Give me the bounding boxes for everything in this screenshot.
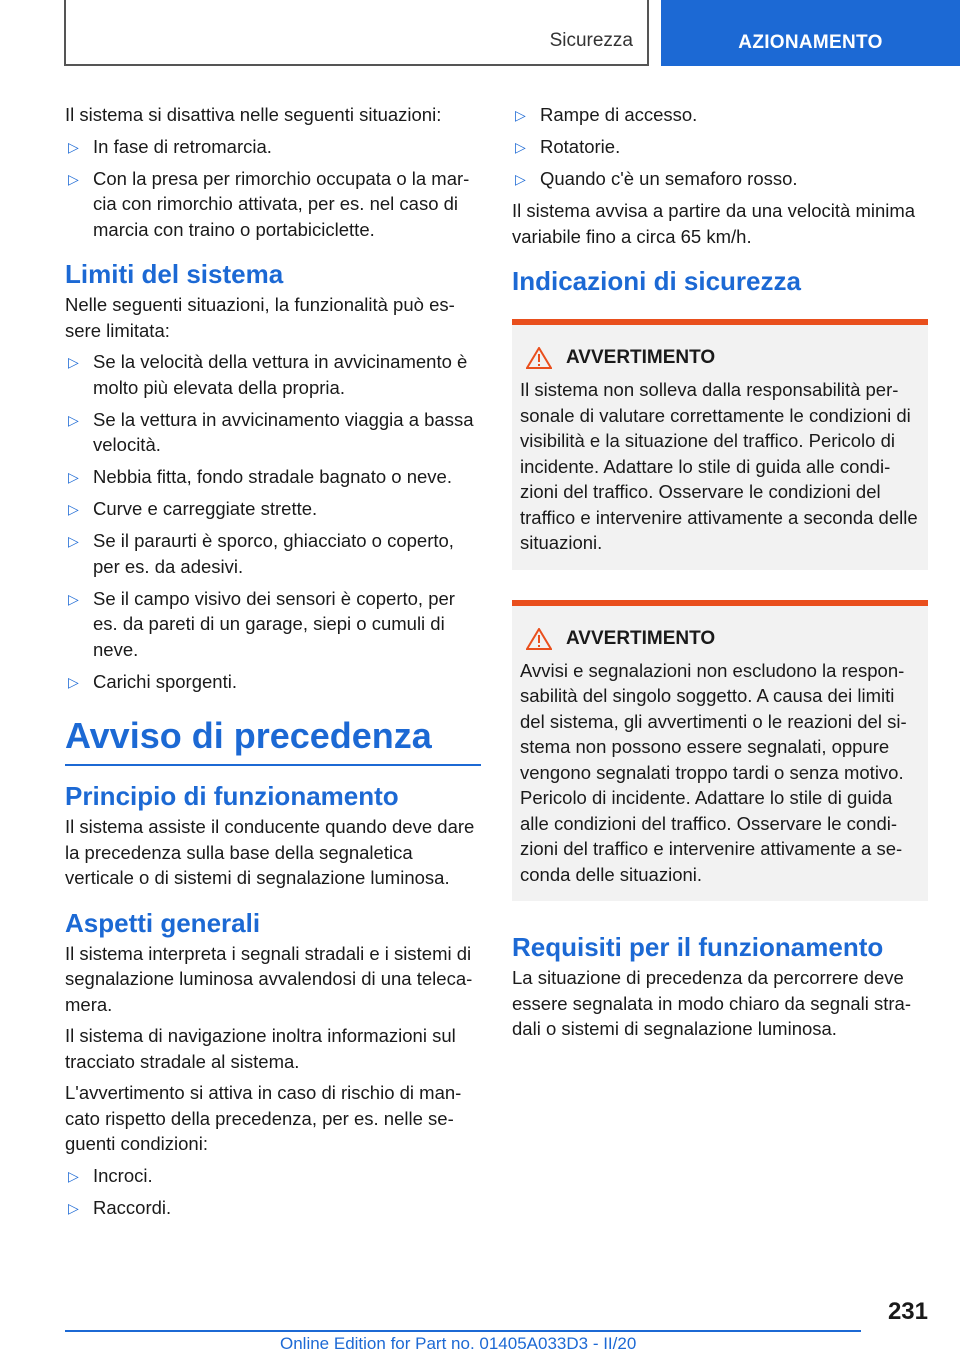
requirements-text: La situazione di precedenza da percorrere deve essere segnalata in modo chiaro da segnali stra-dali o sistemi di segnalazione luminosa. xyxy=(512,967,912,1039)
right-column xyxy=(512,102,928,1048)
list-item: ▷ Se il paraurti è sporco, ghiacciato o coperto, per es. da adesivi. xyxy=(68,530,454,577)
limits-list xyxy=(65,349,481,694)
intro-text: Il sistema si disattiva nelle seguenti situazioni: xyxy=(65,104,442,125)
list-item: ▷ Carichi sporgenti. xyxy=(65,669,481,695)
warning-text: Il sistema non solleva dalla responsabilità per-sonale di valutare correttamente le condizioni di visibilità e la situazione del traffico. Pericolo di incidente. Adattare lo stile di guida alle condi-zioni del traffico. Osservare le condizioni del traffico e intervenire attivamente a seconda delle situazioni. xyxy=(520,379,918,553)
triangle-bullet-icon: ▷ xyxy=(68,170,79,187)
triangle-bullet-icon: ▷ xyxy=(68,354,79,370)
triangle-bullet-icon: ▷ xyxy=(515,107,526,123)
triangle-bullet-icon: ▷ xyxy=(68,138,79,155)
general-text-2: Il sistema di navigazione inoltra informazioni sul tracciato stradale al sistema. xyxy=(65,1025,456,1072)
safety-heading: Indicazioni di sicurezza xyxy=(512,266,801,296)
list-item: ▷ Curve e carreggiate strette. xyxy=(65,496,481,522)
triangle-bullet-icon: ▷ xyxy=(68,1199,79,1216)
triangle-bullet-icon: ▷ xyxy=(68,533,79,549)
list-item: ▷ Se la vettura in avvicinamento viaggia a bassa velocità. xyxy=(68,408,474,455)
list-item: ▷ Rotatorie. xyxy=(512,134,928,160)
list-item: ▷ Se il campo visivo dei sensori è coperto, per es. da pareti di un garage, siepi o cumuli di neve. xyxy=(68,587,455,660)
principle-text: Il sistema assiste il conducente quando deve dare la precedenza sulla base della segnaletica verticale o di sistemi di segnalazione luminosa. xyxy=(65,816,475,888)
warning-title: AVVERTIMENTO xyxy=(520,628,920,650)
triangle-bullet-icon: ▷ xyxy=(68,469,79,485)
general-text-1: Il sistema interpreta i segnali stradali e i sistemi di segnalazione luminosa avvalendosi di una teleca-mera. xyxy=(65,942,473,1015)
list-item: ▷ Se la velocità della vettura in avvicinamento è molto più elevata della propria. xyxy=(68,351,468,398)
warning-title: AVVERTIMENTO xyxy=(520,347,920,369)
intro-list xyxy=(65,134,481,243)
list-item: ▷ Con la presa per rimorchio occupata o la mar-cia con rimorchio attivata, per es. nel caso di marcia con traino o portabiciclette. xyxy=(68,167,470,240)
list-item: ▷ Rampe di accesso. xyxy=(512,102,928,128)
list-item: ▷ In fase di retromarcia. xyxy=(65,134,481,160)
limits-heading: Limiti del sistema xyxy=(65,259,284,289)
general-text-3: L'avvertimento si attiva in caso di rischio di man-cato rispetto della precedenza, per es. nelle se-guenti condizioni: xyxy=(65,1082,462,1154)
general-heading: Aspetti generali xyxy=(65,907,261,938)
warning-triangle-icon xyxy=(526,347,552,369)
header-section-label: Sicurezza xyxy=(549,30,633,51)
triangle-bullet-icon: ▷ xyxy=(68,501,79,517)
triangle-bullet-icon: ▷ xyxy=(515,139,526,155)
header-chapter-label: AZIONAMENTO xyxy=(738,32,883,53)
main-heading: Avviso di precedenza xyxy=(65,714,481,766)
warning-triangle-icon xyxy=(526,628,552,650)
speed-text: Il sistema avvisa a partire da una velocità minima variabile fino a circa 65 km/h. xyxy=(512,200,916,247)
edition-text: Online Edition for Part no. 01405A033D3 - II/20 xyxy=(280,1334,637,1353)
list-item: ▷ Incroci. xyxy=(65,1163,481,1189)
warning-box xyxy=(512,600,928,902)
triangle-bullet-icon: ▷ xyxy=(68,1167,79,1184)
triangle-bullet-icon: ▷ xyxy=(68,411,79,428)
limits-text: Nelle seguenti situazioni, la funzionalità può es-sere limitata: xyxy=(65,294,455,341)
list-item: ▷ Nebbia fitta, fondo stradale bagnato o neve. xyxy=(65,464,481,490)
list-item: ▷ Quando c'è un semaforo rosso. xyxy=(512,166,928,192)
page-number: 231 xyxy=(887,1298,928,1325)
left-column xyxy=(65,102,481,1227)
requirements-heading: Requisiti per il funzionamento xyxy=(512,932,884,962)
triangle-bullet-icon: ▷ xyxy=(68,590,79,607)
warning-text: Avvisi e segnalazioni non escludono la respon-sabilità del singolo soggetto. A causa dei limiti del sistema, gli avvertimenti o le reazioni del si-stema non possono essere segnalati, oppure vengono segnalati troppo tardi o senza motivo. Pericolo di incidente. Adattare lo stile di guida alle condizioni del traffico. Osservare le condi-zioni del traffico e intervenire attivamente a se-conda delle situazioni. xyxy=(520,659,907,885)
header-chapter xyxy=(661,0,960,66)
triangle-bullet-icon: ▷ xyxy=(68,673,79,690)
triangle-bullet-icon: ▷ xyxy=(515,171,526,187)
list-item: ▷ Raccordi. xyxy=(65,1195,481,1221)
general-list xyxy=(65,1163,481,1221)
warning-box xyxy=(512,319,928,570)
conditions-list xyxy=(512,102,928,192)
footer-divider xyxy=(65,1330,861,1332)
principle-heading: Principio di funzionamento xyxy=(65,781,399,811)
header-section xyxy=(64,0,649,66)
